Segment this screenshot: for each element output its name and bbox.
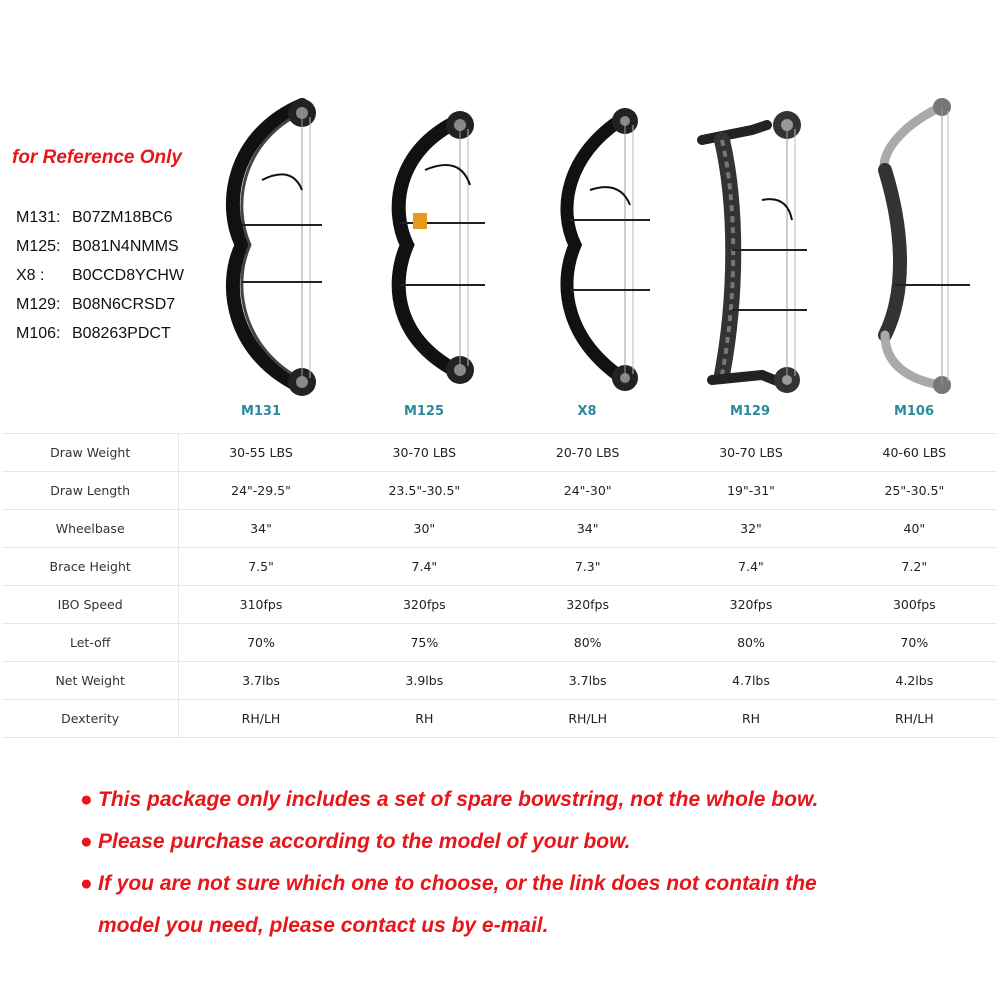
asin-code: B0CCD8YCHW	[72, 267, 185, 284]
spec-label: Wheelbase	[2, 510, 179, 548]
asin-code: B08N6CRSD7	[72, 296, 176, 313]
spec-value: 3.9lbs	[343, 662, 506, 700]
black-compound-bow-orange-rest-icon	[365, 95, 495, 400]
note-text: Please purchase according to the model of your bow.	[98, 830, 631, 853]
spec-label: Net Weight	[2, 662, 179, 700]
reference-title: for Reference Only	[12, 147, 182, 168]
table-row	[2, 548, 996, 586]
spec-value: 23.5"-30.5"	[343, 472, 506, 510]
spec-value: 70%	[833, 624, 996, 662]
silver-compound-bow-icon	[860, 95, 990, 400]
spec-value: RH/LH	[506, 700, 669, 738]
spec-value: 25"-30.5"	[833, 472, 996, 510]
asin-model: M125:	[16, 238, 61, 255]
asin-code: B08263PDCT	[72, 325, 171, 342]
spec-value: RH/LH	[179, 700, 343, 738]
spec-value: 4.7lbs	[669, 662, 832, 700]
table-row	[2, 434, 996, 472]
spec-value: 3.7lbs	[506, 662, 669, 700]
asin-code: B07ZM18BC6	[72, 209, 173, 226]
spec-value: 20-70 LBS	[506, 434, 669, 472]
spec-value: 80%	[506, 624, 669, 662]
spec-label: Draw Weight	[2, 434, 179, 472]
table-row	[2, 662, 996, 700]
spec-label: IBO Speed	[2, 586, 179, 624]
spec-value: RH	[343, 700, 506, 738]
model-names	[180, 404, 1000, 424]
spec-value: 4.2lbs	[833, 662, 996, 700]
table-row	[2, 624, 996, 662]
spec-value: 34"	[179, 510, 343, 548]
model-name: X8	[577, 404, 597, 419]
table-row	[2, 510, 996, 548]
note-item	[80, 788, 980, 812]
asin-model: M129:	[16, 296, 61, 313]
asin-model: X8 :	[16, 267, 45, 284]
notes	[80, 788, 980, 956]
table-row	[2, 700, 996, 738]
spec-value: 32"	[669, 510, 832, 548]
spec-value: 24"-29.5"	[179, 472, 343, 510]
spec-value: 19"-31"	[669, 472, 832, 510]
spec-value: 30-55 LBS	[179, 434, 343, 472]
model-name: M131	[240, 404, 282, 419]
spec-value: 7.4"	[669, 548, 832, 586]
spec-value: 40-60 LBS	[833, 434, 996, 472]
spec-label: Dexterity	[2, 700, 179, 738]
black-compound-bow-icon	[202, 95, 332, 400]
spec-value: 30-70 LBS	[343, 434, 506, 472]
bow-gallery	[180, 95, 1000, 400]
spec-value: 310fps	[179, 586, 343, 624]
table-row	[2, 586, 996, 624]
black-camo-compound-bow-icon	[692, 95, 822, 400]
spec-value: 7.2"	[833, 548, 996, 586]
asin-model: M106:	[16, 325, 61, 342]
table-row	[2, 472, 996, 510]
spec-value: 70%	[179, 624, 343, 662]
spec-value: 320fps	[669, 586, 832, 624]
spec-value: 7.3"	[506, 548, 669, 586]
asin-code: B081N4NMMS	[72, 238, 179, 255]
note-text: If you are not sure which one to choose, or the link does not contain the	[98, 872, 817, 895]
spec-label: Let-off	[2, 624, 179, 662]
spec-value: 7.5"	[179, 548, 343, 586]
spec-value: 75%	[343, 624, 506, 662]
model-name: M125	[403, 404, 445, 419]
spec-label: Draw Length	[2, 472, 179, 510]
note-text: This package only includes a set of spare bowstring, not the whole bow.	[98, 788, 819, 811]
black-compound-bow-icon	[530, 95, 660, 400]
spec-label: Brace Height	[2, 548, 179, 586]
model-name: M129	[729, 404, 771, 419]
note-text-continued: model you need, please contact us by e-mail.	[98, 914, 549, 937]
spec-value: 80%	[669, 624, 832, 662]
spec-value: 300fps	[833, 586, 996, 624]
model-name: M106	[893, 404, 935, 419]
spec-value: RH	[669, 700, 832, 738]
spec-value: RH/LH	[833, 700, 996, 738]
spec-value: 320fps	[506, 586, 669, 624]
spec-value: 34"	[506, 510, 669, 548]
spec-value: 320fps	[343, 586, 506, 624]
spec-value: 3.7lbs	[179, 662, 343, 700]
spec-value: 7.4"	[343, 548, 506, 586]
spec-value: 40"	[833, 510, 996, 548]
bullet-icon: ●	[80, 830, 93, 853]
bullet-icon: ●	[80, 788, 93, 811]
asin-model: M131:	[16, 209, 61, 226]
note-item	[80, 872, 980, 938]
spec-value: 24"-30"	[506, 472, 669, 510]
spec-table	[2, 433, 996, 738]
note-item	[80, 830, 980, 854]
spec-value: 30-70 LBS	[669, 434, 832, 472]
bullet-icon: ●	[80, 872, 93, 895]
spec-value: 30"	[343, 510, 506, 548]
